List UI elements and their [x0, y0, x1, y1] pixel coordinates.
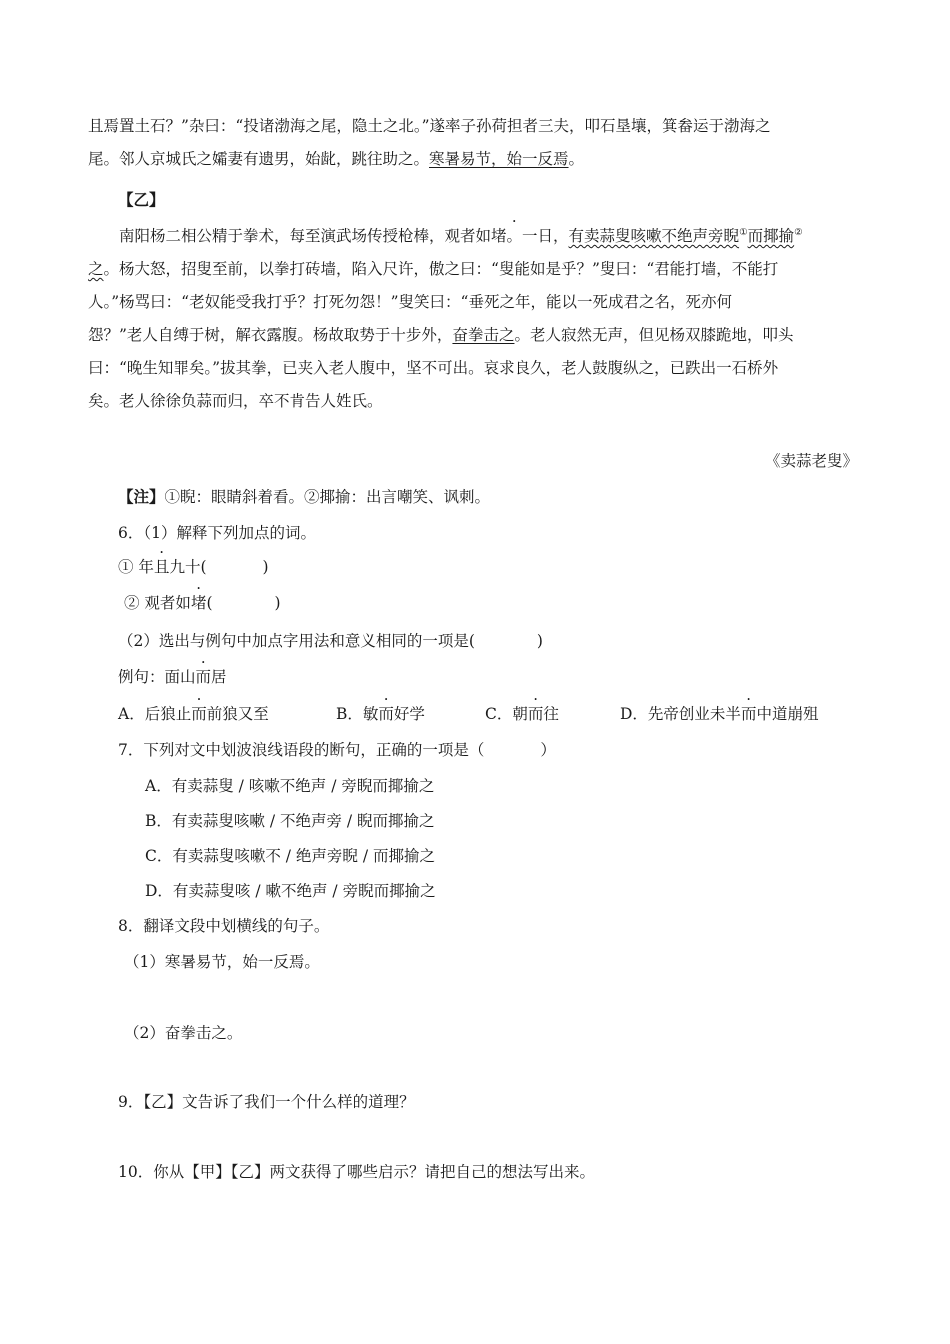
question-7-option-b[interactable]: B．有卖蒜叟咳嗽 / 不绝声旁 / 睨而揶揄之: [145, 812, 435, 830]
question-6-option-c[interactable]: C．朝而往: [485, 705, 559, 723]
dotted-char: 堵: [491, 227, 507, 245]
annotation-note: 【注】①睨：眼睛斜着看。②揶揄：出言嘲笑、讽刺。: [118, 488, 491, 506]
question-6-item-1: ① 年且九十( ): [118, 558, 269, 576]
question-6-option-a[interactable]: A．后狼止而前狼又至: [118, 705, 269, 723]
footnote-mark-2: ②: [794, 227, 803, 238]
passage-jia-line-2: 尾。邻人京城氏之孀妻有遗男，始龀，跳往助之。寒暑易节，始一反焉。: [88, 150, 585, 168]
question-8-sentence-1: （1）寒暑易节，始一反焉。: [124, 953, 320, 971]
question-10: 10．你从【甲】【乙】两文获得了哪些启示？请把自己的想法写出来。: [118, 1163, 595, 1181]
question-7-title: 7．下列对文中划波浪线语段的断句，正确的一项是（ ）: [118, 741, 556, 759]
question-8-sentence-2: （2）奋拳击之。: [124, 1024, 243, 1042]
passage-yi-line-1: 南阳杨二相公精于拳术，每至演武场传授枪棒，观者如堵。一日，有卖蒜叟咳嗽不绝声旁睨①而揶揄②: [119, 227, 803, 245]
footnote-mark-1: ①: [739, 227, 748, 238]
source-title: 《卖蒜老叟》: [764, 452, 858, 470]
passage-yi: [88, 220, 860, 418]
question-9: 9．【乙】文告诉了我们一个什么样的道理？: [118, 1093, 415, 1111]
question-6-item-2: ② 观者如堵( ): [124, 594, 281, 612]
passage-yi-line-3: 人。”杨骂曰：“老奴能受我打乎？打死勿怨！”叟笑曰：“垂死之年，能以一死成君之名，死亦何: [88, 293, 732, 311]
passage-yi-line-2: 之。杨大怒，招叟至前，以拳打砖墙，陷入尺许，傲之曰：“叟能如是乎？”叟曰：“君能打墙，不能打: [88, 260, 779, 278]
question-6-sub-2: （2）选出与例句中加点字用法和意义相同的一项是( ): [118, 632, 543, 650]
question-7-option-d[interactable]: D．有卖蒜叟咳 / 嗽不绝声 / 旁睨而揶揄之: [145, 882, 436, 900]
question-6-title: 6．（1）解释下列加点的词。: [118, 524, 316, 542]
passage-jia-ending: [88, 110, 860, 176]
passage-yi-line-4: 怨？”老人自缚于树，解衣露腹。杨故取势于十步外，奋拳击之。老人寂然无声，但见杨双膝跪地，叩头: [88, 326, 794, 344]
question-6-option-b[interactable]: B．敏而好学: [336, 705, 425, 723]
question-6-example: 例句：面山而居: [118, 668, 227, 686]
passage-yi-line-6: 矣。老人徐徐负蒜而归，卒不肯告人姓氏。: [88, 392, 383, 410]
section-yi-label: 【乙】: [118, 191, 165, 209]
question-6-option-d[interactable]: D．先帝创业未半而中道崩殂: [620, 705, 819, 723]
underlined-sentence-1: 寒暑易节，始一反焉: [429, 150, 569, 168]
passage-jia-line-1: 且焉置土石？”杂曰：“投诸渤海之尾，隐土之北。”遂率子孙荷担者三夫，叩石垦壤，箕畚运于渤海之: [88, 117, 771, 135]
underlined-sentence-2: 奋拳击之: [452, 326, 515, 344]
question-7-option-a[interactable]: A．有卖蒜叟 / 咳嗽不绝声 / 旁睨而揶揄之: [145, 777, 435, 795]
question-8-title: 8．翻译文段中划横线的句子。: [118, 917, 330, 935]
passage-yi-line-5: 曰：“晚生知罪矣。”拔其拳，已夹入老人腹中，坚不可出。哀求良久，老人鼓腹纵之，已跌出一石桥外: [88, 359, 779, 377]
question-7-option-c[interactable]: C．有卖蒜叟咳嗽不 / 绝声旁睨 / 而揶揄之: [145, 847, 436, 865]
wavy-phrase: 有卖蒜叟咳嗽不绝声旁睨: [568, 227, 740, 245]
